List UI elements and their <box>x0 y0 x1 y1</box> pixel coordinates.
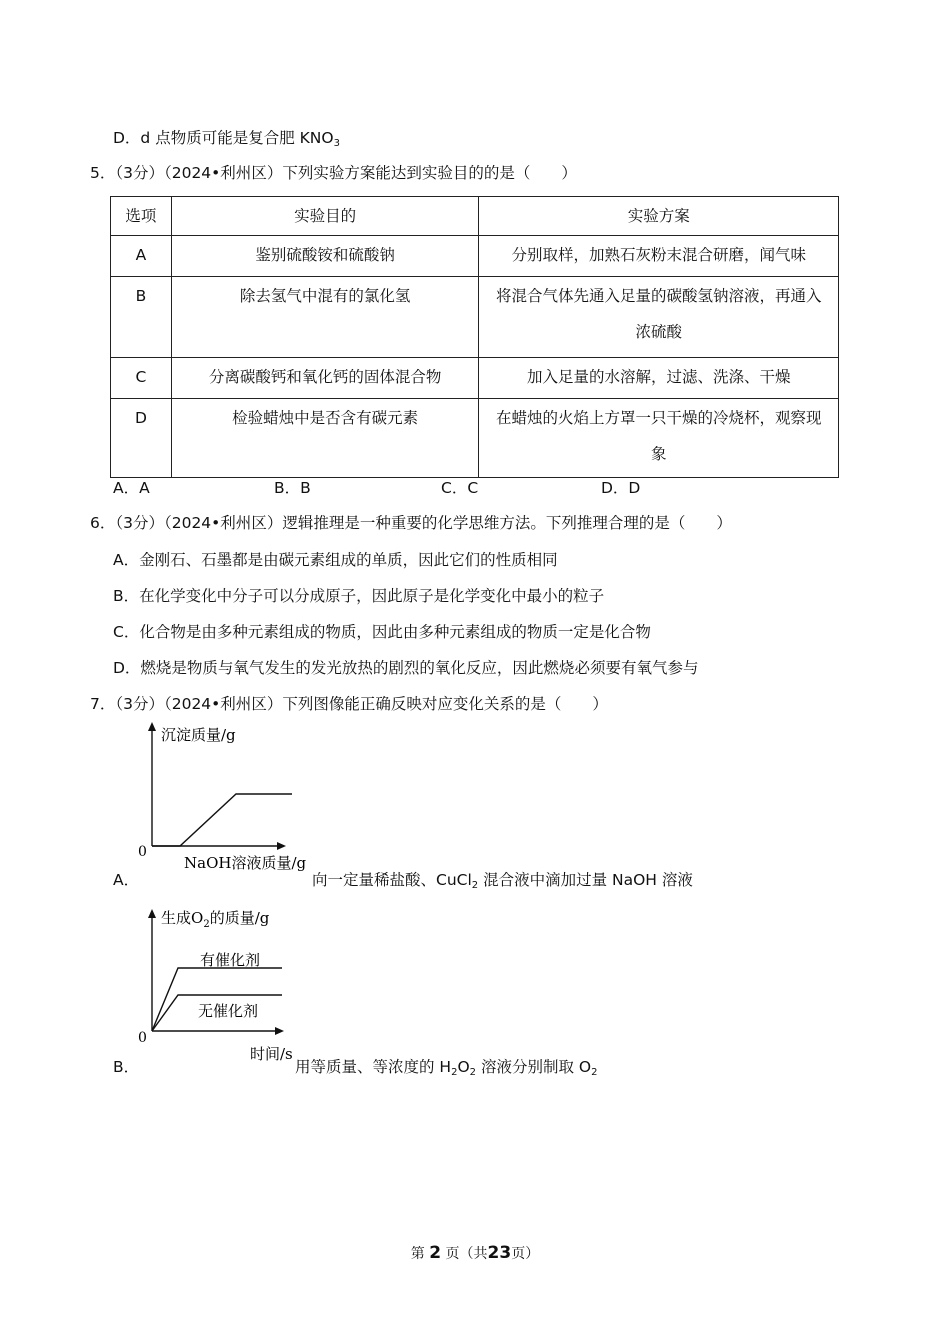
table-cell-goal: 鉴别硫酸铵和硫酸钠 <box>171 236 479 277</box>
page-footer: 第 2 页（共23页） <box>410 1243 540 1263</box>
graph-a-x-label: NaOH溶液质量/g <box>184 854 307 872</box>
q6-option-a: A．金刚石、石墨都是由碳元素组成的单质，因此它们的性质相同 <box>113 551 558 569</box>
table-header-goal: 实验目的 <box>171 197 479 236</box>
q6-option-b: B．在化学变化中分子可以分成原子，因此原子是化学变化中最小的粒子 <box>113 587 605 605</box>
table-row <box>111 358 839 399</box>
graph-b-curve-upper-label: 有催化剂 <box>200 951 261 969</box>
q7-stem: 7．（3分）（2024•利州区）下列图像能正确反映对应变化关系的是（ ） <box>90 695 608 713</box>
table-cell-plan: 分别取样，加熟石灰粉末混合研磨，闻气味 <box>479 236 839 277</box>
graph-b-y-arrow-icon <box>148 909 156 918</box>
q4-option-d: D．d 点物质可能是复合肥 $KNO_3$ <box>113 129 340 149</box>
table-cell-goal: 检验蜡烛中是否含有碳元素 <box>171 399 479 478</box>
table-header-row <box>111 197 839 236</box>
q6-option-c: C．化合物是由多种元素组成的物质，因此由多种元素组成的物质一定是化合物 <box>113 623 651 641</box>
table-header-option: 选项 <box>111 197 172 236</box>
table-header-plan: 实验方案 <box>479 197 839 236</box>
table-cell-option: C <box>111 358 172 399</box>
table-cell-plan: 将混合气体先通入足量的碳酸氢钠溶液，再通入 浓硫酸 <box>479 277 839 358</box>
graph-b-x-label: 时间/s <box>250 1045 293 1063</box>
q7-option-a-label: A． <box>113 871 140 889</box>
graph-a-curve <box>152 794 292 846</box>
table-cell-option: A <box>111 236 172 277</box>
graph-a-x-arrow-icon <box>277 842 286 850</box>
graph-b-x-arrow-icon <box>275 1027 284 1035</box>
table-row <box>111 277 839 358</box>
graph-b-curve-upper <box>152 968 282 1031</box>
graph-b-origin: 0 <box>138 1030 147 1046</box>
graph-a-origin: 0 <box>138 844 147 860</box>
graph-a-y-arrow-icon <box>148 722 156 731</box>
table-cell-option: B <box>111 277 172 358</box>
table-cell-plan: 在蜡烛的火焰上方罩一只干燥的冷烧杯，观察现 象 <box>479 399 839 478</box>
q5-stem: 5．（3分）（2024•利州区）下列实验方案能达到实验目的的是（ ） <box>90 164 577 182</box>
table-row <box>111 236 839 277</box>
table-cell-option: D <box>111 399 172 478</box>
table-row <box>111 399 839 478</box>
table-cell-plan: 加入足量的水溶解，过滤、洗涤、干燥 <box>479 358 839 399</box>
q5-choice-b: B．B <box>274 479 311 497</box>
graph-b-y-label: 生成$O_2$的质量/g <box>161 909 270 930</box>
table-cell-goal: 分离碳酸钙和氧化钙的固体混合物 <box>171 358 479 399</box>
q5-choice-d: D．D <box>601 479 641 497</box>
graph-b-curve-lower-label: 无催化剂 <box>198 1002 259 1020</box>
q7-option-a-desc: 向一定量稀盐酸、CuCl$_2$ 混合液中滴加过量 NaOH 溶液 <box>312 871 693 891</box>
graph-a <box>130 720 315 875</box>
q7-option-b-label: B． <box>113 1058 140 1076</box>
graph-a-y-label: 沉淀质量/g <box>161 726 236 744</box>
q5-table <box>110 196 839 478</box>
q6-option-d: D．燃烧是物质与氧气发生的发光放热的剧烈的氧化反应，因此燃烧必须要有氧气参与 <box>113 659 699 677</box>
graph-b <box>130 903 300 1063</box>
table-cell-goal: 除去氢气中混有的氯化氢 <box>171 277 479 358</box>
q6-stem: 6．（3分）（2024•利州区）逻辑推理是一种重要的化学思维方法。下列推理合理的是（ ） <box>90 514 732 532</box>
q5-choice-a: A．A <box>113 479 150 497</box>
q5-choice-c: C．C <box>441 479 479 497</box>
q7-option-b-desc: 用等质量、等浓度的 $H_2O_2$ 溶液分别制取 $O_2$ <box>295 1058 598 1078</box>
